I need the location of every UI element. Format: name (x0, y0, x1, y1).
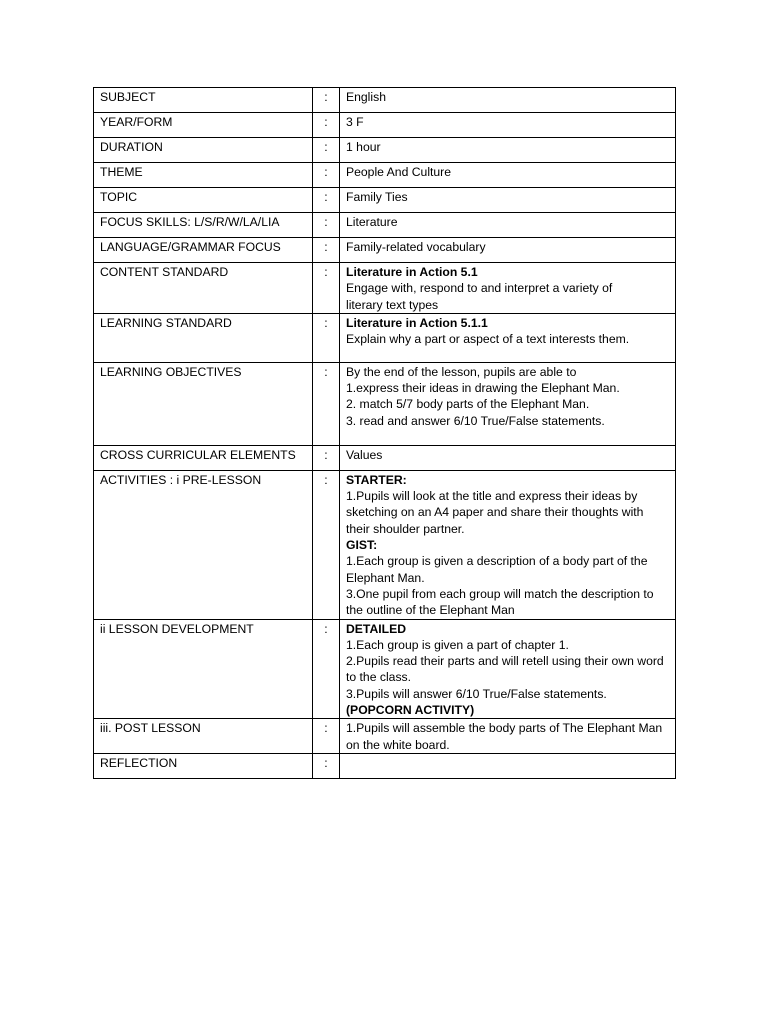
row-learning-standard (94, 313, 676, 362)
value-line: Explain why a part or aspect of a text interests them. (346, 332, 630, 347)
label-year-form: YEAR/FORM (94, 113, 313, 138)
value-post-lesson (340, 719, 676, 754)
label-reflection: REFLECTION (94, 753, 313, 778)
value-line: Family Ties (346, 190, 408, 204)
value-duration (340, 138, 676, 163)
value-subject (340, 88, 676, 113)
value-learning-standard (340, 313, 676, 362)
row-duration (94, 138, 676, 163)
row-cross-curricular-elements (94, 445, 676, 470)
value-line: 2. match 5/7 body parts of the Elephant Man. (346, 397, 590, 412)
colon: : (313, 619, 340, 719)
value-year-form (340, 113, 676, 138)
colon: : (313, 88, 340, 113)
label-duration: DURATION (94, 138, 313, 163)
value-paragraph: 1.Pupils will look at the title and express their ideas by sketching on an A4 paper and share their thoughts with their shoulder partner. (346, 489, 644, 536)
value-heading: Literature in Action 5.1.1 (346, 315, 488, 330)
value-line: English (346, 90, 386, 104)
value-heading: Literature in Action 5.1 (346, 265, 478, 279)
colon: : (313, 753, 340, 778)
colon: : (313, 113, 340, 138)
value-pre-lesson (340, 470, 676, 619)
row-theme (94, 163, 676, 188)
label-language-grammar-focus: LANGUAGE/GRAMMAR FOCUS (94, 238, 313, 263)
row-topic (94, 188, 676, 213)
value-line: People And Culture (346, 165, 452, 179)
row-post-lesson (94, 719, 676, 754)
value-reflection (340, 753, 676, 778)
colon: : (313, 238, 340, 263)
value-line: Engage with, respond to and interpret a variety of (346, 281, 613, 296)
colon: : (313, 470, 340, 619)
value-lesson-development (340, 619, 676, 719)
label-learning-standard: LEARNING STANDARD (94, 313, 313, 362)
value-paragraph: 3.Pupils will answer 6/10 True/False statements. (346, 686, 607, 701)
colon: : (313, 362, 340, 445)
row-focus-skills (94, 213, 676, 238)
value-line: 3 F (346, 115, 364, 129)
lesson-plan-table (93, 87, 676, 779)
colon: : (313, 445, 340, 470)
section-heading-gist: GIST: (346, 538, 378, 553)
value-paragraph: 1.Each group is given a description of a body part of the Elephant Man. (346, 554, 648, 585)
colon: : (313, 188, 340, 213)
row-pre-lesson (94, 470, 676, 619)
row-lesson-development (94, 619, 676, 719)
label-theme: THEME (94, 163, 313, 188)
row-reflection (94, 753, 676, 778)
label-content-standard: CONTENT STANDARD (94, 263, 313, 314)
value-language-grammar-focus (340, 238, 676, 263)
section-heading-starter: STARTER: (346, 472, 407, 487)
value-paragraph: 1.Each group is given a part of chapter 1. (346, 637, 569, 652)
row-content-standard (94, 263, 676, 314)
activity-note: (POPCORN ACTIVITY) (346, 703, 475, 718)
value-learning-objectives (340, 362, 676, 445)
value-line: 1 hour (346, 140, 381, 154)
colon: : (313, 163, 340, 188)
value-line: Family-related vocabulary (346, 240, 486, 254)
row-learning-objectives (94, 362, 676, 445)
label-cross-curricular-elements: CROSS CURRICULAR ELEMENTS (94, 445, 313, 470)
value-line: literary text types (346, 297, 439, 312)
value-line: 1.express their ideas in drawing the Elephant Man. (346, 381, 620, 396)
value-topic (340, 188, 676, 213)
row-language-grammar-focus (94, 238, 676, 263)
row-year-form (94, 113, 676, 138)
value-theme (340, 163, 676, 188)
colon: : (313, 313, 340, 362)
colon: : (313, 138, 340, 163)
value-content-standard (340, 263, 676, 314)
value-paragraph: 1.Pupils will assemble the body parts of The Elephant Man on the white board. (346, 721, 663, 752)
colon: : (313, 263, 340, 314)
value-focus-skills (340, 213, 676, 238)
label-learning-objectives: LEARNING OBJECTIVES (94, 362, 313, 445)
label-subject: SUBJECT (94, 88, 313, 113)
row-subject (94, 88, 676, 113)
value-paragraph: 2.Pupils read their parts and will retell using their own word to the class. (346, 654, 664, 685)
label-pre-lesson: ACTIVITIES : i PRE-LESSON (94, 470, 313, 619)
label-topic: TOPIC (94, 188, 313, 213)
value-line: 3. read and answer 6/10 True/False statements. (346, 413, 605, 428)
label-post-lesson: iii. POST LESSON (94, 719, 313, 754)
label-lesson-development: ii LESSON DEVELOPMENT (94, 619, 313, 719)
value-line: By the end of the lesson, pupils are able to (346, 364, 577, 379)
section-heading-detailed: DETAILED (346, 621, 407, 636)
value-line: Values (346, 447, 383, 462)
value-line: Literature (346, 215, 398, 229)
value-paragraph: 3.One pupil from each group will match the description to the outline of the Elephant Man (346, 586, 654, 618)
value-cross-curricular-elements (340, 445, 676, 470)
label-focus-skills: FOCUS SKILLS: L/S/R/W/LA/LIA (94, 213, 313, 238)
colon: : (313, 213, 340, 238)
colon: : (313, 719, 340, 754)
